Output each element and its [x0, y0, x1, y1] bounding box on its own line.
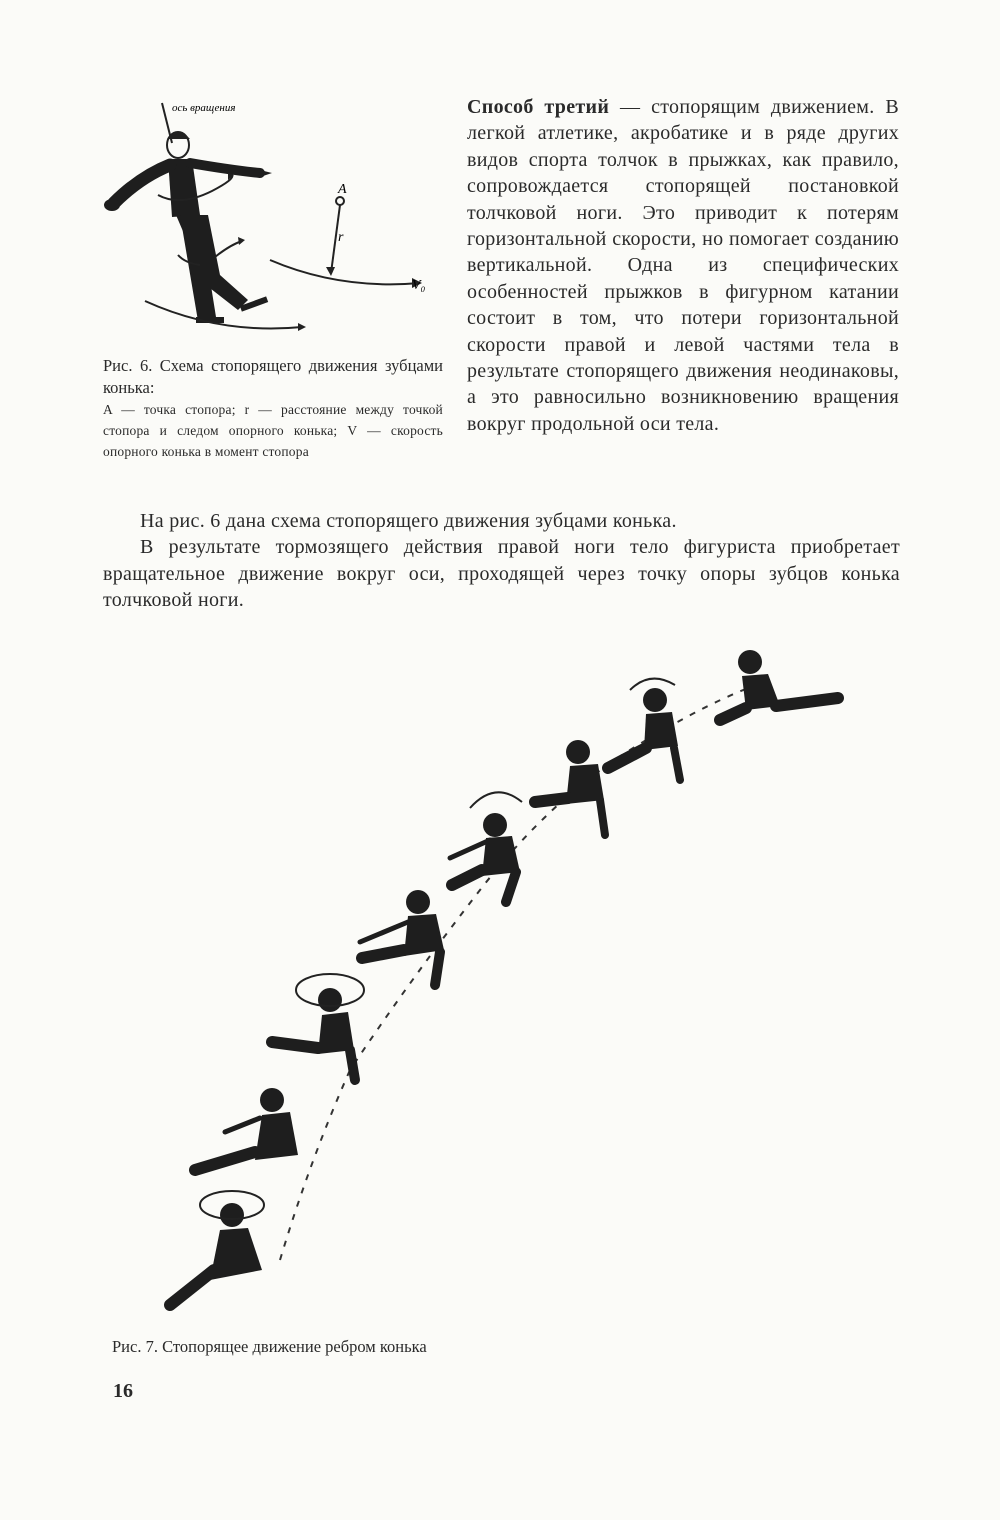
full-width-text: [103, 508, 900, 614]
section-heading: Способ третий: [467, 96, 610, 118]
motion-trace: [280, 680, 770, 1260]
figure-6-caption: [103, 355, 443, 462]
distance-r-label: r: [338, 230, 344, 245]
paragraph-1: На рис. 6 дана схема стопорящего движения зубцами конька.: [140, 510, 677, 532]
right-column-paragraph: [467, 94, 899, 437]
skater-pose-7: [608, 679, 680, 780]
skater-pose-3: [272, 974, 364, 1080]
figure-7-drawing: [150, 640, 870, 1320]
velocity-arc: [270, 260, 420, 284]
velocity-label: V₀: [412, 278, 426, 293]
right-column-body: — стопорящим движением. В легкой атлетике, акробатике и в ряде других видов спорта толчок в прыжках, как правило, сопровождается стопорящей постановкой толчковой ноги. Это приводит к потерям горизонтальной скорости, но помогает созданию вертикальной. Одна из специфических особенностей прыжков в фигурном катании состоит в том, что потери горизонтальной скорости правой и левой частями тела в результате стопорящего движения неодинаковы, а это равносильно возникновению вращения вокруг продольной оси тела.: [467, 96, 899, 435]
skater-pose-5: [450, 792, 522, 902]
figure-6-drawing: [100, 95, 430, 345]
skater-pose-4: [360, 890, 444, 985]
skater-pose-6: [535, 740, 605, 835]
page-number: 16: [113, 1380, 133, 1402]
skater-pose-8: [720, 650, 838, 720]
skater-pose-1: [170, 1191, 264, 1305]
point-a-label: A: [338, 182, 347, 197]
skater-pose-2: [195, 1088, 298, 1170]
figure-6-caption-title: Рис. 6. Схема стопорящего движения зубцами конька:: [103, 356, 443, 397]
axis-label: ось вращения: [172, 102, 236, 114]
paragraph-2: В результате тормозящего действия правой ноги тело фигуриста приобретает вращательное движение вокруг оси, проходящей через точку опоры зубцов конька толчковой ноги.: [103, 536, 900, 612]
figure-6-caption-legend: A — точка стопора; r — расстояние между точкой стопора и следом опорного конька; V — скорость опорного конька в момент стопора: [103, 402, 443, 459]
figure-7-caption: Рис. 7. Стопорящее движение ребром конька: [112, 1337, 427, 1356]
skate-trace-arc: [145, 301, 302, 329]
stop-point-a: [336, 197, 344, 205]
